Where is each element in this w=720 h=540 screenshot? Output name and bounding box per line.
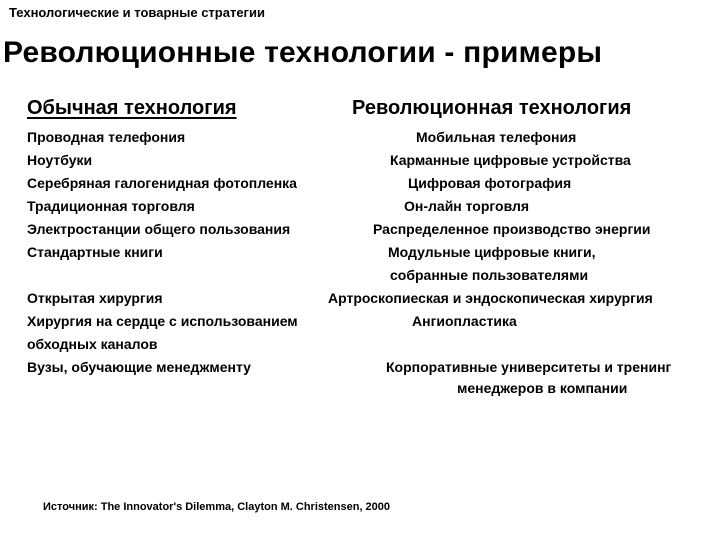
source-citation: Источник: The Innovator's Dilemma, Clayton M. Christensen, 2000 bbox=[43, 501, 391, 513]
row-8-revolutionary: Артроскопиеская и эндоскопическая хирургия bbox=[328, 290, 653, 306]
slide-title: Революционные технологии - примеры bbox=[3, 36, 603, 69]
row-8-conventional: Открытая хирургия bbox=[27, 290, 163, 306]
row-10-conventional: обходных каналов bbox=[27, 336, 158, 352]
row-4-conventional: Традиционная торговля bbox=[27, 198, 195, 214]
row-11-conventional: Вузы, обучающие менеджменту bbox=[27, 359, 251, 375]
row-3-conventional: Серебряная галогенидная фотопленка bbox=[27, 175, 297, 191]
row-5-conventional: Электростанции общего пользования bbox=[27, 221, 291, 237]
row-6-revolutionary: Модульные цифровые книги, bbox=[388, 244, 596, 260]
row-3-revolutionary: Цифровая фотография bbox=[408, 175, 572, 191]
row-1-revolutionary: Мобильная телефония bbox=[416, 129, 577, 145]
row-2-revolutionary: Карманные цифровые устройства bbox=[390, 152, 631, 168]
row-7-revolutionary: собранные пользователями bbox=[390, 267, 589, 283]
row-9-conventional: Хирургия на сердце с использованием bbox=[27, 313, 298, 329]
column-header-revolutionary: Революционная технология bbox=[352, 97, 632, 119]
row-4-revolutionary: Он-лайн торговля bbox=[404, 198, 530, 214]
slide-header: Технологические и товарные стратегии bbox=[9, 5, 265, 20]
row-1-conventional: Проводная телефония bbox=[27, 129, 186, 145]
row-9-revolutionary: Ангиопластика bbox=[412, 313, 517, 329]
row-5-revolutionary: Распределенное производство энергии bbox=[373, 221, 651, 237]
row-12-revolutionary: менеджеров в компании bbox=[457, 380, 628, 396]
row-2-conventional: Ноутбуки bbox=[27, 152, 93, 168]
column-header-conventional: Обычная технология bbox=[27, 97, 237, 119]
row-6-conventional: Стандартные книги bbox=[27, 244, 163, 260]
row-11-revolutionary: Корпоративные университеты и тренинг bbox=[386, 359, 672, 375]
